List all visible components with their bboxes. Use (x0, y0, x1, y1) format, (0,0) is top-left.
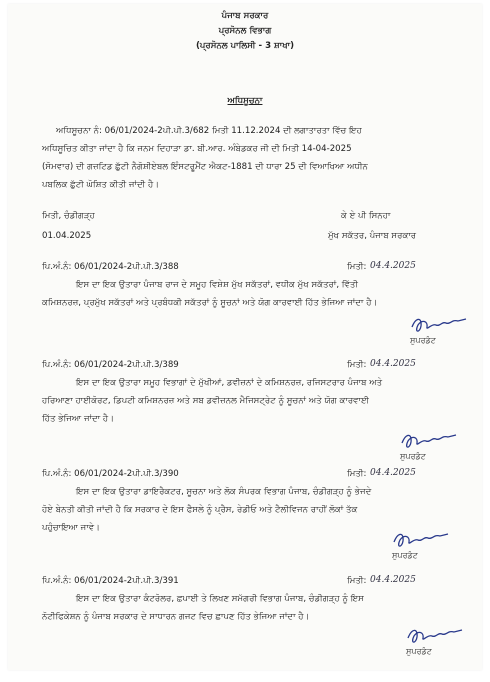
endorsement-date: 04.4.2025 (370, 575, 416, 585)
signature-designation: ਸੁਪਰਡੰਟ (410, 336, 436, 345)
endorsement-line-2: ਕਮਿਸ਼ਨਰਜ਼, ਪ੍ਰਮੁੱਖ ਸਕੱਤਰਾਂ ਅਤੇ ਪ੍ਰਬੰਧਕੀ ਸਕੱਤਰਾਂ ਨੂੰ ਸੂਚਨਾਂ ਅਤੇ ਯੋਗ ਕਾਰਵਾਈ ਹਿੱਤ ਭੇਜਿਆ ਜਾਂਦਾ ਹੈ। (42, 298, 378, 308)
endorsement-date: 04.4.2025 (370, 261, 416, 271)
endorsement-line-2: ਹੋਏ ਬੇਨਤੀ ਕੀਤੀ ਜਾਂਦੀ ਹੈ ਕਿ ਸਰਕਾਰ ਦੇ ਇਸ ਫੈਸਲੇ ਨੂੰ ਪ੍ਰੈਸ, ਰੇਡੀਓ ਅਤੇ ਟੈਲੀਵਿਜਨ ਰਾਹੀਂ ਲੋਕਾਂ ਤੱਕ (42, 505, 358, 515)
endorsement-number: ਪਿ.ਅੰ.ਨੰ: 06/01/2024-2ਪੀ.ਪੀ.3/391 (42, 576, 179, 586)
header-government: ਪੰਜਾਬ ਸਰਕਾਰ (221, 11, 269, 21)
endorsement-line-1: ਇਸ ਦਾ ਇਕ ਉਤਾਰਾ ਸਮੂਹ ਵਿਭਾਗਾਂ ਦੇ ਮੁੱਖੀਆਂ, ਡਵੀਜ਼ਨਾਂ ਦੇ ਕਮਿਸ਼ਨਰਜ਼, ਰਜਿਸਟਰਾਰ ਪੰਜਾਬ ਅਤੇ (76, 378, 383, 388)
endorsement-line-2: ਨੋਟੀਫਿਕੇਸ਼ਨ ਨੂੰ ਪੰਜਾਬ ਸਰਕਾਰ ਦੇ ਸਾਧਾਰਨ ਗਜਟ ਵਿਚ ਛਾਪਣ ਹਿੱਤ ਭੇਜਿਆ ਜਾਂਦਾ ਹੈ। (42, 612, 310, 622)
signature-designation: ਸੁਪਰਡੰਟ (392, 551, 418, 560)
endorsement-date: 04.4.2025 (370, 359, 416, 369)
endorsement-number: ਪਿ.ਅੰ.ਨੰ: 06/01/2024-2ਪੀ.ਪੀ.3/388 (42, 262, 179, 272)
endorsement-date-label: ਮਿਤੀ: (347, 262, 367, 272)
endorsement-number: ਪਿ.ਅੰ.ਨੰ: 06/01/2024-2ਪੀ.ਪੀ.3/389 (42, 360, 179, 370)
notification-page (8, 4, 482, 670)
body-line-4: ਪਬਲਿਕ ਛੁੱਟੀ ਘੋਸ਼ਿਤ ਕੀਤੀ ਜਾਂਦੀ ਹੈ। (42, 180, 160, 190)
endorsement-number: ਪਿ.ਅੰ.ਨੰ: 06/01/2024-2ਪੀ.ਪੀ.3/390 (42, 469, 179, 479)
endorsement-date-label: ਮਿਤੀ: (347, 469, 367, 479)
endorsement-date-label: ਮਿਤੀ: (347, 360, 367, 370)
endorsement-line-1: ਇਸ ਦਾ ਇਕ ਉਤਾਰਾ ਪੰਜਾਬ ਰਾਜ ਦੇ ਸਮੂਹ ਵਿਸ਼ੇਸ਼ ਮੁੱਖ ਸਕੱਤਰਾਂ, ਵਧੀਕ ਮੁੱਖ ਸਕੱਤਰਾਂ, ਵਿੱਤੀ (76, 280, 359, 290)
endorsement-line-1: ਇਸ ਦਾ ਇਕ ਉਤਾਰਾ ਕੰਟਰੋਲਰ, ਛਪਾਈ ਤੇ ਲਿਖਣ ਸਮੱਗਰੀ ਵਿਭਾਗ ਪੰਜਾਬ, ਚੰਡੀਗੜ੍ਹ ਨੂੰ ਇਸ (76, 594, 364, 604)
signature-designation: ਸੁਪਰਡੰਟ (406, 647, 432, 656)
body-line-3: (ਸੋਮਵਾਰ) ਦੀ ਗਜ਼ਟਿਡ ਛੁੱਟੀ ਨੈਗੋਸ਼ੀਏਬਲ ਇੰਸਟਰੂਮੈਂਟ ਐਕਟ-1881 ਦੀ ਧਾਰਾ 25 ਦੀ ਵਿਆਖਿਆ ਅਧੀਨ (42, 162, 368, 172)
endorsement-line-3: ਹਿੱਤ ਭੇਜਿਆ ਜਾਂਦਾ ਹੈ। (42, 414, 114, 424)
endorsement-line-1: ਇਸ ਦਾ ਇਕ ਉਤਾਰਾ ਡਾਇਰੈਕਟਰ, ਸੂਚਨਾ ਅਤੇ ਲੋਕ ਸੰਪਰਕ ਵਿਭਾਗ ਪੰਜਾਬ, ਚੰਡੀਗੜ੍ਹ ਨੂੰ ਭੇਜਦੇ (76, 487, 372, 497)
signing-date: 01.04.2025 (42, 231, 92, 241)
header-department: ਪ੍ਰਸੋਨਲ ਵਿਭਾਗ (218, 26, 272, 36)
signing-place: ਮਿਤੀ, ਚੰਡੀਗੜ੍ਹ (42, 211, 95, 221)
endorsement-date: 04.4.2025 (370, 468, 416, 478)
notification-title: ਅਧਿਸੂਚਨਾ (227, 96, 263, 106)
endorsement-date-label: ਮਿਤੀ: (347, 576, 367, 586)
header-branch: (ਪ੍ਰਸੋਨਲ ਪਾਲਿਸੀ - 3 ਸ਼ਾਖਾ) (195, 41, 295, 51)
endorsement-line-3: ਪਹੁੰਚਾਇਆ ਜਾਵੇ। (42, 523, 100, 533)
signature-designation: ਸੁਪਰਡੰਟ (400, 452, 426, 461)
body-line-1: ਅਧਿਸੂਚਨਾ ਨੰ: 06/01/2024-2ਪੀ.ਪੀ.3/682 ਮਿਤੀ 11.12.2024 ਦੀ ਲਗਾਤਾਰਤਾ ਵਿੱਚ ਇਹ (56, 126, 362, 136)
body-line-2: ਅਧਿਸੂਚਿਤ ਕੀਤਾ ਜਾਂਦਾ ਹੈ ਕਿ ਜਨਮ ਦਿਹਾੜਾ ਡਾ. ਬੀ.ਆਰ. ਅੰਬੇਡਕਰ ਜੀ ਦੀ ਮਿਤੀ 14-04-2025 (42, 144, 352, 154)
signatory-name: ਕੇ ਏ ਪੀ ਸਿਨਹਾ (341, 211, 391, 221)
signatory-designation: ਮੁੱਖ ਸਕੱਤਰ, ਪੰਜਾਬ ਸਰਕਾਰ (328, 231, 417, 241)
endorsement-line-2: ਹਰਿਆਣਾ ਹਾਈਕੋਰਟ, ਡਿਪਟੀ ਕਮਿਸ਼ਨਰਜ਼ ਅਤੇ ਸਬ ਡਵੀਜ਼ਨਲ ਮੈਜਿਸਟ੍ਰੇਟ ਨੂੰ ਸੂਚਨਾਂ ਅਤੇ ਯੋਗ ਕਾਰਵਾਈ (42, 396, 369, 406)
